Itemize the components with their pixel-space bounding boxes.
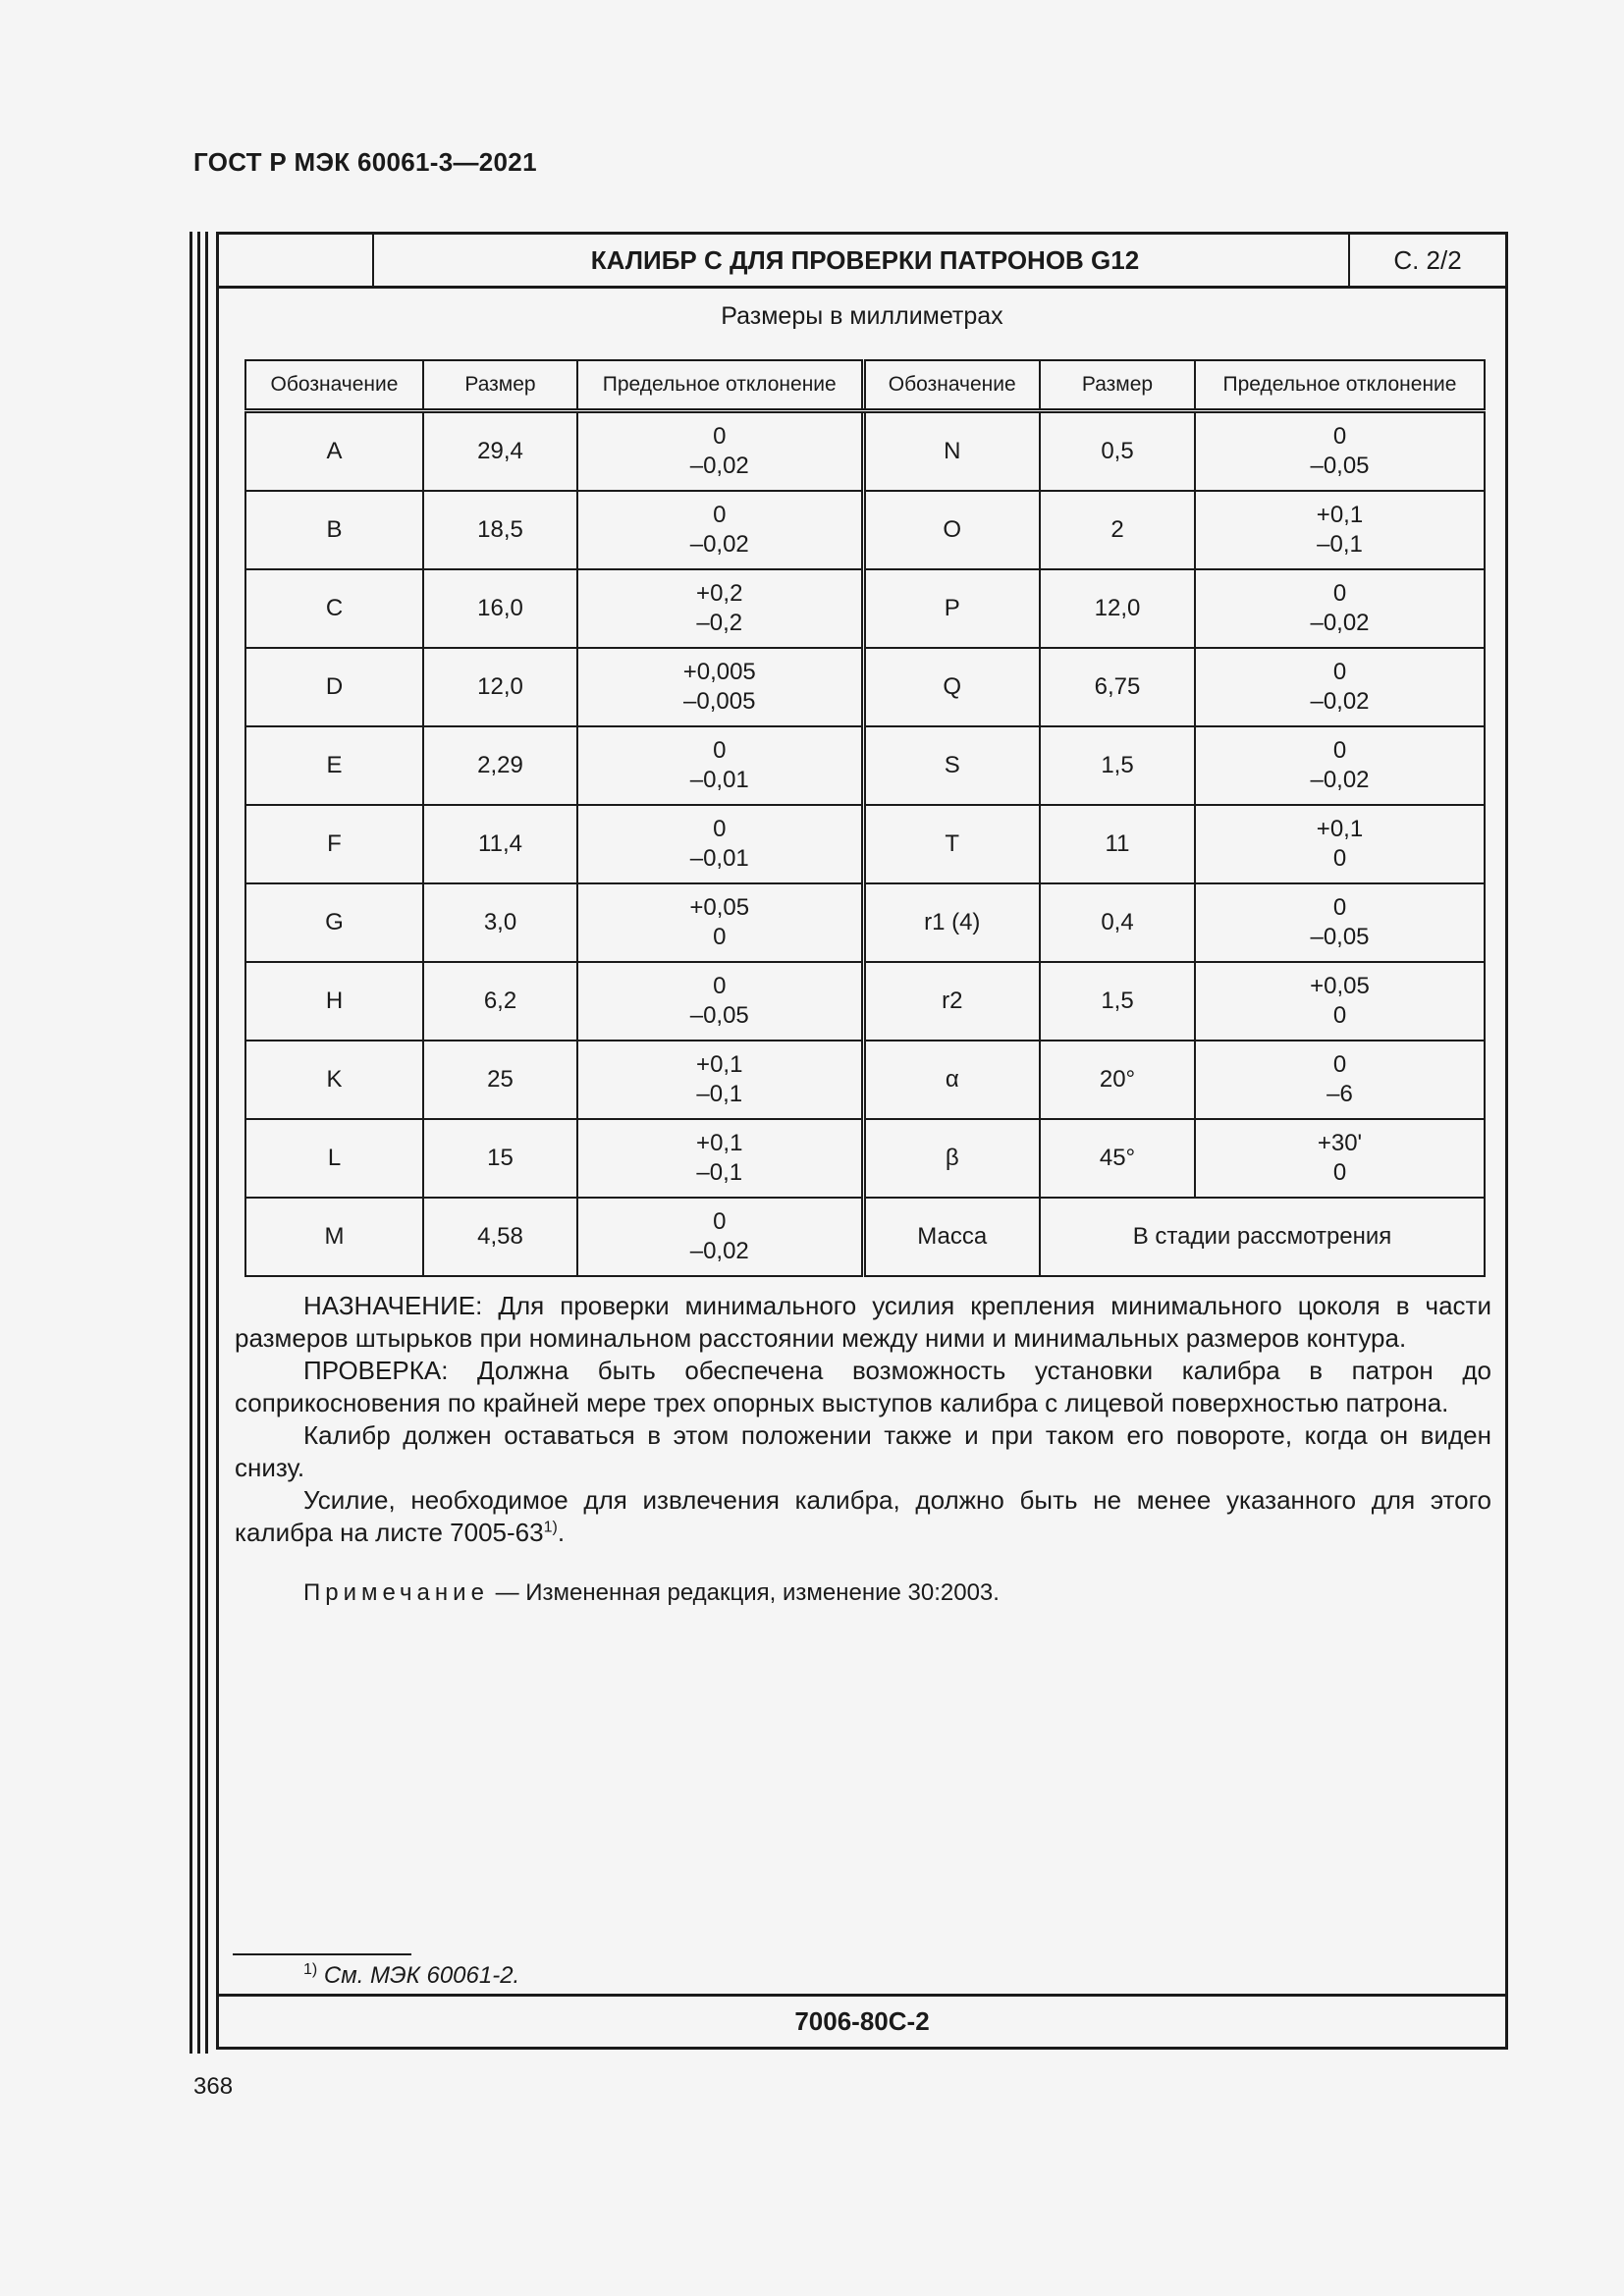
lower-deviation: –0,01 [689,767,749,793]
upper-deviation: 0 [713,423,727,450]
size-cell: 6,75 [1040,648,1195,726]
size-cell: 0,5 [1040,411,1195,492]
size-cell: 16,0 [423,569,577,648]
sheet-label: С. 2/2 [1348,235,1505,286]
size-cell: 18,5 [423,491,577,569]
size-cell: 29,4 [423,411,577,492]
upper-deviation: 0 [1332,580,1347,607]
deviation-cell [1195,648,1485,726]
lower-deviation: 0 [713,924,727,950]
upper-deviation: 0 [713,737,727,764]
upper-deviation: +0,1 [696,1051,743,1078]
page-number: 368 [193,2073,234,2100]
upper-deviation: +0,1 [1316,502,1364,528]
designation-cell: L [245,1119,423,1198]
deviation-cell [577,491,863,569]
sheet-frame [216,232,1508,2050]
deviation-cell [577,1119,863,1198]
deviation-cell [1195,491,1485,569]
table-row [245,569,1485,648]
table-row [245,648,1485,726]
designation-cell: T [863,805,1040,883]
lower-deviation: –0,02 [1310,767,1370,793]
lower-deviation: –0,2 [696,610,743,636]
table-row [245,962,1485,1041]
footnote-text: См. МЭК 60061-2. [317,1962,520,1989]
designation-cell: α [863,1041,1040,1119]
note-text: — Измененная редакция, изменение 30:2003. [488,1579,1000,1606]
designation-cell: C [245,569,423,648]
upper-deviation: +0,05 [1310,973,1370,999]
column-header: Предельное отклонение [1195,360,1485,411]
table-header-row [245,360,1485,411]
deviation-cell [577,1041,863,1119]
footnote-rule [233,1953,411,1955]
size-cell: 25 [423,1041,577,1119]
deviation-cell [577,648,863,726]
mass-label-cell: Масса [863,1198,1040,1276]
designation-cell: B [245,491,423,569]
deviation-cell [1195,1119,1485,1198]
size-cell: 15 [423,1119,577,1198]
units-caption: Размеры в миллиметрах [721,302,1003,330]
designation-cell: O [863,491,1040,569]
footnote-marker: 1) [303,1961,318,1978]
table-row [245,1119,1485,1198]
binding-line [189,232,192,2054]
deviation-cell [577,411,863,492]
deviation-cell [1195,805,1485,883]
upper-deviation: 0 [713,973,727,999]
table-row [245,1041,1485,1119]
size-cell: 3,0 [423,883,577,962]
size-cell: 11 [1040,805,1195,883]
size-cell: 1,5 [1040,726,1195,805]
lower-deviation: –0,005 [683,688,756,715]
binding-line [205,232,208,2054]
upper-deviation: +0,05 [689,894,750,921]
table-row [245,805,1485,883]
deviation-cell [1195,569,1485,648]
upper-deviation: +0,1 [1316,816,1364,842]
lower-deviation: 0 [1332,1159,1347,1186]
footnote [303,1962,519,1990]
designation-cell: M [245,1198,423,1276]
column-header: Обозначение [245,360,423,411]
size-cell: 1,5 [1040,962,1195,1041]
title-row [219,235,1505,289]
force-text: Усилие, необходимое для извлечения калибра, должно быть не менее указанного для этого калибра на листе 7005-63 [235,1485,1491,1547]
designation-cell: K [245,1041,423,1119]
deviation-cell [1195,883,1485,962]
designation-cell: N [863,411,1040,492]
column-header: Предельное отклонение [577,360,863,411]
lower-deviation: –0,05 [689,1002,749,1029]
upper-deviation: 0 [1332,659,1347,685]
force-text-end: . [557,1518,566,1547]
upper-deviation: +0,1 [696,1130,743,1156]
deviation-cell [577,962,863,1041]
sheet-code: 7006-80С-2 [219,1994,1505,2047]
deviation-cell [577,805,863,883]
deviation-cell [577,883,863,962]
deviation-cell [1195,962,1485,1041]
upper-deviation: 0 [713,502,727,528]
table-row [245,411,1485,492]
designation-cell: F [245,805,423,883]
lower-deviation: –0,1 [696,1081,743,1107]
lower-deviation: –0,1 [696,1159,743,1186]
size-cell: 12,0 [423,648,577,726]
column-header: Размер [1040,360,1195,411]
size-cell: 0,4 [1040,883,1195,962]
position-paragraph: Калибр должен оставаться в этом положении также и при таком его повороте, когда он виден снизу. [235,1420,1491,1482]
binding-line [197,232,200,2054]
designation-cell: r2 [863,962,1040,1041]
lower-deviation: –0,02 [1310,610,1370,636]
upper-deviation: 0 [1332,737,1347,764]
lower-deviation: –0,1 [1317,531,1363,558]
mass-value-cell: В стадии рассмотрения [1040,1198,1485,1276]
table-row-mass [245,1198,1485,1276]
footnote-reference: 1) [543,1519,558,1536]
lower-deviation: –0,05 [1310,453,1370,479]
lower-deviation: –0,01 [689,845,749,872]
lower-deviation: –0,02 [689,1238,749,1264]
table-row [245,726,1485,805]
deviation-cell [1195,1041,1485,1119]
designation-cell: Q [863,648,1040,726]
designation-cell: H [245,962,423,1041]
size-cell: 2 [1040,491,1195,569]
title-blank-cell [219,235,374,286]
upper-deviation: 0 [713,1208,727,1235]
upper-deviation: 0 [713,816,727,842]
size-cell: 4,58 [423,1198,577,1276]
lower-deviation: –0,05 [1310,924,1370,950]
deviation-cell [1195,411,1485,492]
lower-deviation: –6 [1326,1081,1353,1107]
sheet-title: КАЛИБР С ДЛЯ ПРОВЕРКИ ПАТРОНОВ G12 [590,245,1140,275]
lower-deviation: –0,02 [689,453,749,479]
designation-cell: D [245,648,423,726]
table-row [245,491,1485,569]
lower-deviation: –0,02 [689,531,749,558]
size-cell: 11,4 [423,805,577,883]
designation-cell: E [245,726,423,805]
designation-cell: G [245,883,423,962]
deviation-cell [1195,726,1485,805]
document-header: ГОСТ Р МЭК 60061-3—2021 [193,147,537,177]
designation-cell: S [863,726,1040,805]
description-text [235,1290,1491,1609]
purpose-paragraph: НАЗНАЧЕНИЕ: Для проверки минимального усилия крепления минимального цоколя в части размеров штырьков при номинальном расстоянии между ними и минимальных размеров контура. [235,1291,1491,1353]
deviation-cell [577,726,863,805]
column-header: Размер [423,360,577,411]
upper-deviation: +0,2 [696,580,743,607]
dimensions-table [244,359,1486,1277]
designation-cell: β [863,1119,1040,1198]
deviation-cell [577,569,863,648]
lower-deviation: 0 [1332,1002,1347,1029]
designation-cell: A [245,411,423,492]
deviation-cell [577,1198,863,1276]
upper-deviation: +0,005 [682,659,756,685]
check-paragraph: ПРОВЕРКА: Должна быть обеспечена возможность установки калибра в патрон до соприкосновения по крайней мере трех опорных выступов калибра с лицевой поверхностью патрона. [235,1356,1491,1417]
note-label: Примечание [303,1579,489,1606]
upper-deviation: 0 [1332,423,1347,450]
lower-deviation: 0 [1332,845,1347,872]
designation-cell: P [863,569,1040,648]
lower-deviation: –0,02 [1310,688,1370,715]
table-row [245,883,1485,962]
upper-deviation: 0 [1332,1051,1347,1078]
upper-deviation: +30' [1317,1130,1363,1156]
column-header: Обозначение [863,360,1040,411]
designation-cell: r1 (4) [863,883,1040,962]
size-cell: 6,2 [423,962,577,1041]
force-paragraph [235,1484,1491,1549]
size-cell: 12,0 [1040,569,1195,648]
size-cell: 45° [1040,1119,1195,1198]
size-cell: 20° [1040,1041,1195,1119]
upper-deviation: 0 [1332,894,1347,921]
note-paragraph [235,1576,1491,1609]
size-cell: 2,29 [423,726,577,805]
